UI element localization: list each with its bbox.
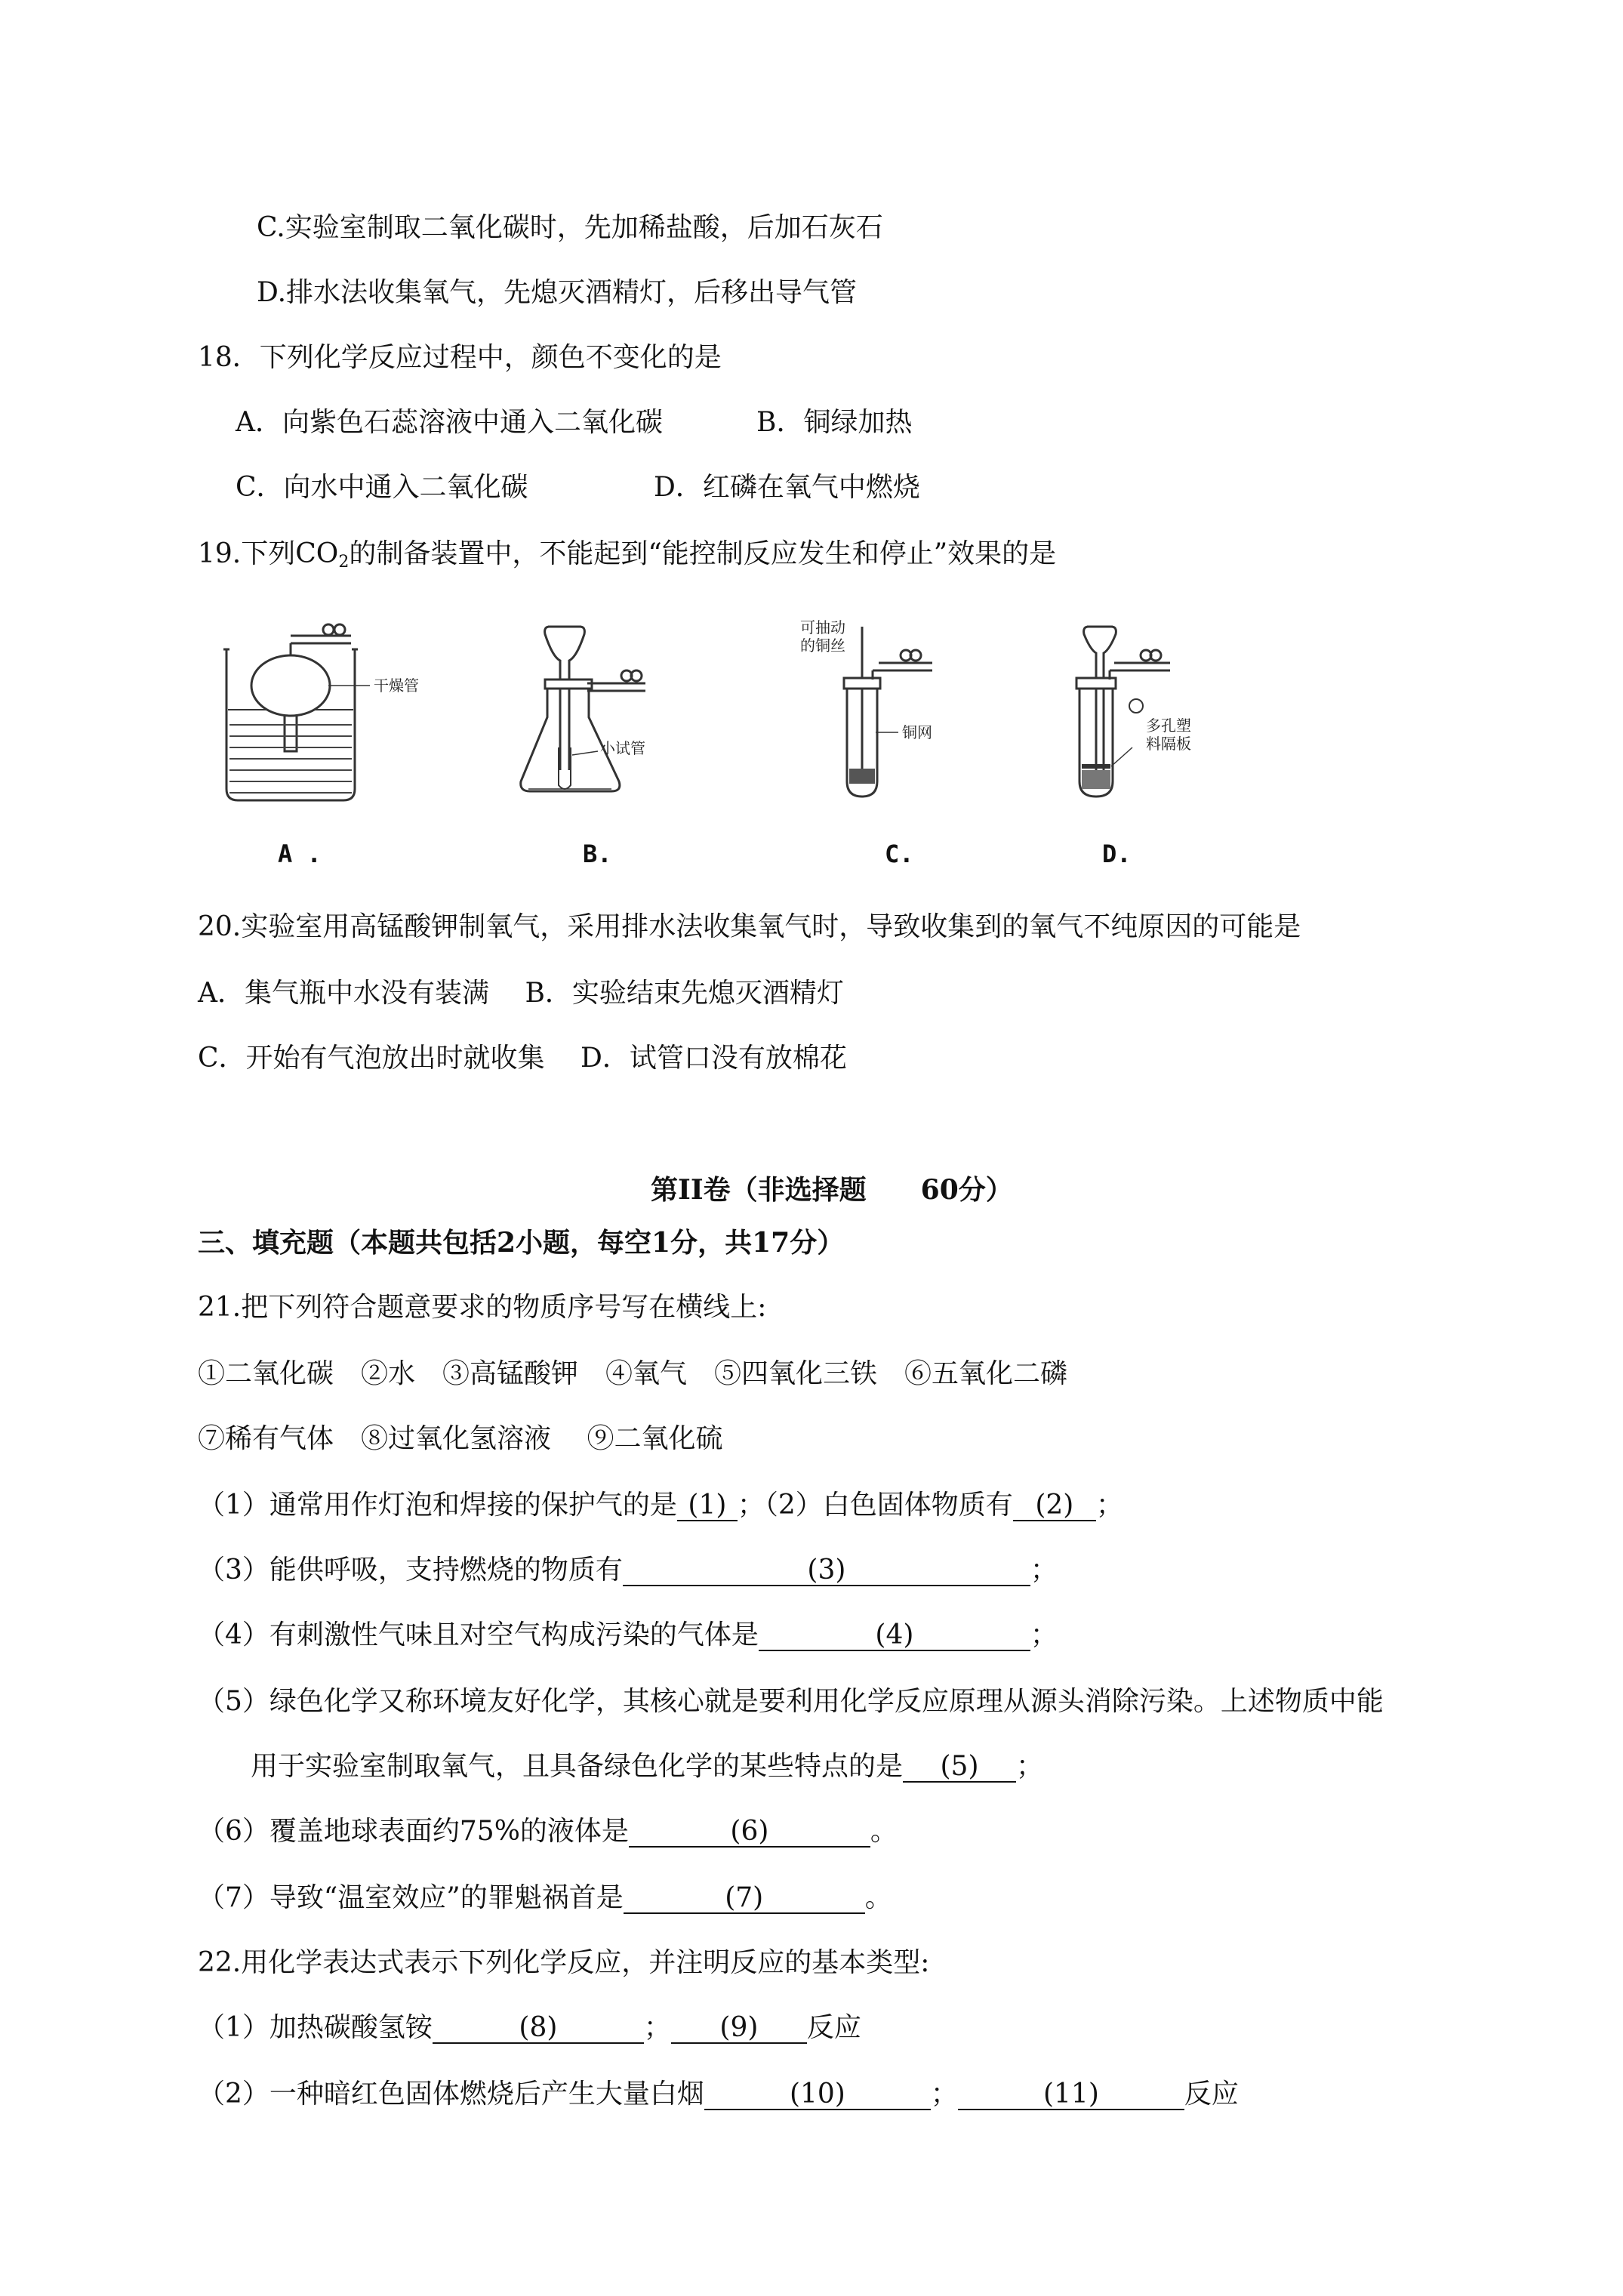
q21-materials-row1: ①二氧化碳 ②水 ③高锰酸钾 ④氧气 ⑤四氧化三铁 ⑥五氧化二磷 <box>198 1358 1068 1389</box>
blank-1[interactable]: (1) <box>677 1491 738 1521</box>
q21-item-3: （3）能供呼吸，支持燃烧的物质有 (3) ； <box>198 1555 1058 1586</box>
apparatus-d-figure <box>1057 619 1246 815</box>
q21-item-5-line1: （5）绿色化学又称环境友好化学，其核心就是要利用化学反应原理从源头消除污染。上述物质中能 <box>198 1686 1384 1717</box>
blank-11[interactable]: (11) <box>958 2080 1184 2110</box>
apparatus-c-figure <box>800 619 989 815</box>
section-3-heading: 三、填充题（本题共包括2小题，每空1分，共17分） <box>198 1227 845 1259</box>
q21-item-4: （4）有刺激性气味且对空气构成污染的气体是 (4) ； <box>198 1620 1058 1650</box>
label-movable: 可抽动 <box>800 619 845 636</box>
label-copper-wire: 的铜丝 <box>800 636 845 655</box>
label-small-test-tube: 小试管 <box>600 739 645 757</box>
q21-materials-row2: ⑦稀有气体 ⑧过氧化氢溶液 ⑨二氧化硫 <box>198 1423 723 1454</box>
label-copper-mesh: 铜网 <box>902 723 932 741</box>
q19-option-d: D. <box>1102 840 1132 868</box>
q20-stem: 20.实验室用高锰酸钾制氧气，采用排水法收集氧气时，导致收集到的氧气不纯原因的可能是 <box>198 911 1301 942</box>
blank-4[interactable]: (4) <box>759 1621 1030 1651</box>
q21-item-7: （7）导致“温室效应”的罪魁祸首是 (7) 。 <box>198 1882 892 1913</box>
q18-option-d: D．红磷在氧气中燃烧 <box>654 472 920 503</box>
q22-stem: 22.用化学表达式表示下列化学反应，并注明反应的基本类型: <box>198 1947 930 1978</box>
q22-item-1: （1）加热碳酸氢铵 (8) ； (9) 反应 <box>198 2012 861 2043</box>
q19-option-c: C. <box>885 840 914 868</box>
blank-7[interactable]: (7) <box>624 1884 865 1914</box>
blank-5[interactable]: (5) <box>903 1752 1016 1783</box>
q21-stem: 21.把下列符合题意要求的物质序号写在横线上: <box>198 1292 767 1323</box>
q18-option-c: C．向水中通入二氧化碳 <box>236 472 528 503</box>
q19-stem: 19.下列$CO_2$的制备装置中，不能起到“能控制反应发生和停止”效果的是 <box>198 538 1057 572</box>
q18-option-b: B．铜绿加热 <box>756 407 913 438</box>
blank-2[interactable]: (2) <box>1013 1491 1096 1521</box>
q19-option-b: B. <box>583 840 612 868</box>
q20-options-row2: C．开始有气泡放出时就收集 D．试管口没有放棉花 <box>198 1043 847 1074</box>
q21-item-1-2: （1）通常用作灯泡和焊接的保护气的是 (1) ；（2）白色固体物质有 (2) ； <box>198 1490 1123 1521</box>
apparatus-a-figure <box>219 619 445 815</box>
q18-stem: 18．下列化学反应过程中，颜色不变化的是 <box>198 342 722 373</box>
q22-item-2: （2）一种暗红色固体燃烧后产生大量白烟 (10) ； (11) 反应 <box>198 2079 1239 2110</box>
q19-option-a: A . <box>278 840 322 868</box>
q17-option-c: C.实验室制取二氧化碳时，先加稀盐酸，后加石灰石 <box>257 212 883 243</box>
blank-9[interactable]: (9) <box>671 2014 807 2044</box>
blank-6[interactable]: (6) <box>629 1817 870 1848</box>
label-drying-tube: 干燥管 <box>374 676 419 695</box>
blank-10[interactable]: (10) <box>704 2080 931 2110</box>
label-porous-2: 料隔板 <box>1146 735 1191 753</box>
apparatus-b-figure <box>513 619 710 815</box>
q17-option-d: D.排水法收集氧气，先熄灭酒精灯，后移出导气管 <box>257 277 858 308</box>
q21-item-6: （6）覆盖地球表面约75%的液体是 (6) 。 <box>198 1816 898 1847</box>
part2-title: 第II卷（非选择题 60分） <box>651 1174 1013 1206</box>
q18-option-a: A．向紫色石蕊溶液中通入二氧化碳 <box>236 407 663 438</box>
blank-8[interactable]: (8) <box>433 2014 644 2044</box>
blank-3[interactable]: (3) <box>623 1556 1030 1586</box>
q21-item-5-line2: 用于实验室制取氧气，且具备绿色化学的某些特点的是 (5) ； <box>251 1751 1044 1782</box>
apparatus-figures <box>219 619 1246 815</box>
q20-options-row1: A．集气瓶中水没有装满 B．实验结束先熄灭酒精灯 <box>198 978 844 1009</box>
label-porous-1: 多孔塑 <box>1146 717 1191 735</box>
